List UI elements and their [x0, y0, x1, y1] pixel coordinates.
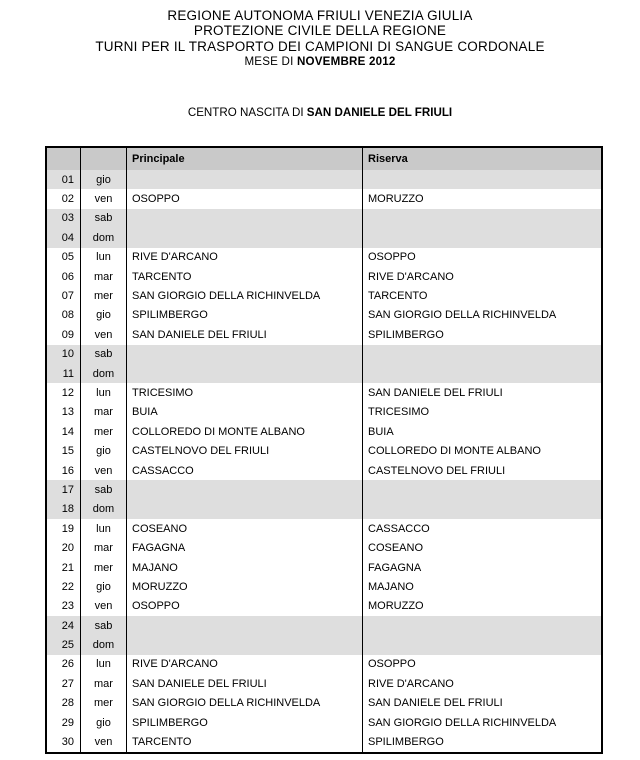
principale-cell: RIVE D'ARCANO — [126, 655, 362, 674]
day-name-cell: mer — [80, 558, 126, 577]
riserva-cell: FAGAGNA — [362, 558, 601, 577]
table-header-row — [47, 148, 601, 170]
riserva-cell — [362, 209, 601, 228]
table-row — [47, 655, 601, 674]
riserva-cell — [362, 345, 601, 364]
principale-cell: SPILIMBERGO — [126, 713, 362, 732]
day-name-cell: gio — [80, 713, 126, 732]
day-number-cell: 07 — [61, 290, 74, 303]
principale-cell: SAN GIORGIO DELLA RICHINVELDA — [126, 694, 362, 713]
table-row — [47, 248, 601, 267]
day-name-cell: mer — [80, 286, 126, 305]
title-line-turni: TURNI PER IL TRASPORTO DEI CAMPIONI DI SANGUE CORDONALE — [95, 38, 545, 54]
day-name-cell: ven — [80, 732, 126, 751]
principale-cell — [126, 500, 362, 519]
header-day-number-cell — [47, 148, 80, 170]
table-row — [47, 403, 601, 422]
title-line-region: REGIONE AUTONOMA FRIULI VENEZIA GIULIA — [167, 8, 473, 23]
riserva-cell: MAJANO — [362, 577, 601, 596]
table-row — [47, 616, 601, 635]
principale-cell: FAGAGNA — [126, 538, 362, 557]
column-header-principale: Principale — [126, 148, 362, 170]
table-row — [47, 635, 601, 654]
principale-cell: OSOPPO — [126, 597, 362, 616]
table-row — [47, 228, 601, 247]
day-number-cell: 09 — [61, 328, 74, 341]
riserva-cell: SAN DANIELE DEL FRIULI — [362, 694, 601, 713]
table-row — [47, 480, 601, 499]
riserva-cell — [362, 480, 601, 499]
day-name-cell: gio — [80, 577, 126, 596]
principale-cell: CASSACCO — [126, 461, 362, 480]
day-number-cell: 22 — [61, 580, 74, 593]
table-row — [47, 694, 601, 713]
riserva-cell — [362, 500, 601, 519]
principale-cell — [126, 170, 362, 189]
day-name-cell: gio — [80, 306, 126, 325]
day-name-cell: mar — [80, 674, 126, 693]
riserva-cell: CASTELNOVO DEL FRIULI — [362, 461, 601, 480]
table-row — [47, 674, 601, 693]
table-row — [47, 189, 601, 208]
birth-center-line — [0, 106, 640, 119]
table-row — [47, 267, 601, 286]
principale-cell: BUIA — [126, 403, 362, 422]
day-name-cell: ven — [80, 189, 126, 208]
riserva-cell: SPILIMBERGO — [362, 325, 601, 344]
day-number-cell: 21 — [61, 561, 74, 574]
birth-center-value: SAN DANIELE DEL FRIULI — [306, 106, 453, 119]
principale-cell — [126, 228, 362, 247]
principale-cell: SAN DANIELE DEL FRIULI — [126, 325, 362, 344]
riserva-cell: SAN GIORGIO DELLA RICHINVELDA — [362, 713, 601, 732]
table-row — [47, 519, 601, 538]
column-header-riserva: Riserva — [362, 148, 601, 170]
principale-cell: TRICESIMO — [126, 383, 362, 402]
principale-cell — [126, 480, 362, 499]
table-row — [47, 383, 601, 402]
day-number-cell: 17 — [61, 483, 74, 496]
day-number-cell: 23 — [61, 600, 74, 613]
table-row — [47, 364, 601, 383]
birth-center-label: CENTRO NASCITA DI — [187, 106, 307, 119]
principale-cell — [126, 209, 362, 228]
month-value: NOVEMBRE 2012 — [296, 55, 396, 69]
riserva-cell — [362, 635, 601, 654]
header-day-name-cell — [80, 148, 126, 170]
table-row — [47, 170, 601, 189]
day-name-cell: gio — [80, 170, 126, 189]
table-body — [47, 170, 601, 752]
table-row — [47, 597, 601, 616]
day-name-cell: mar — [80, 538, 126, 557]
day-number-cell: 28 — [61, 697, 74, 710]
riserva-cell: RIVE D'ARCANO — [362, 674, 601, 693]
table-row — [47, 209, 601, 228]
day-name-cell: mer — [80, 422, 126, 441]
day-number-cell: 14 — [61, 425, 74, 438]
riserva-cell — [362, 228, 601, 247]
principale-cell: MORUZZO — [126, 577, 362, 596]
day-name-cell: sab — [80, 209, 126, 228]
day-number-cell: 24 — [61, 619, 74, 632]
principale-cell: TARCENTO — [126, 267, 362, 286]
table-row — [47, 345, 601, 364]
riserva-cell: RIVE D'ARCANO — [362, 267, 601, 286]
day-name-cell: lun — [80, 248, 126, 267]
day-number-cell: 03 — [61, 212, 74, 225]
principale-cell: OSOPPO — [126, 189, 362, 208]
principale-cell: COSEANO — [126, 519, 362, 538]
riserva-cell: COSEANO — [362, 538, 601, 557]
day-name-cell: dom — [80, 635, 126, 654]
day-number-cell: 27 — [61, 677, 74, 690]
principale-cell: CASTELNOVO DEL FRIULI — [126, 441, 362, 460]
riserva-cell: OSOPPO — [362, 248, 601, 267]
day-number-cell: 05 — [61, 251, 74, 264]
day-name-cell: lun — [80, 519, 126, 538]
riserva-cell — [362, 616, 601, 635]
riserva-cell: SPILIMBERGO — [362, 732, 601, 751]
riserva-cell: MORUZZO — [362, 597, 601, 616]
day-name-cell: mer — [80, 694, 126, 713]
riserva-cell: TRICESIMO — [362, 403, 601, 422]
table-row — [47, 538, 601, 557]
day-number-cell: 02 — [61, 193, 74, 206]
riserva-cell: MORUZZO — [362, 189, 601, 208]
riserva-cell: TARCENTO — [362, 286, 601, 305]
day-number-cell: 10 — [61, 348, 74, 361]
day-number-cell: 13 — [61, 406, 74, 419]
day-name-cell: lun — [80, 383, 126, 402]
table-row — [47, 441, 601, 460]
riserva-cell — [362, 170, 601, 189]
month-label: MESE DI — [244, 55, 297, 69]
day-number-cell: 12 — [61, 386, 74, 399]
day-name-cell: ven — [80, 325, 126, 344]
day-number-cell: 30 — [61, 736, 74, 749]
principale-cell — [126, 345, 362, 364]
principale-cell: RIVE D'ARCANO — [126, 248, 362, 267]
day-name-cell: lun — [80, 655, 126, 674]
day-number-cell: 01 — [61, 173, 74, 186]
day-number-cell: 29 — [61, 716, 74, 729]
day-name-cell: dom — [80, 500, 126, 519]
table-row — [47, 732, 601, 751]
principale-cell — [126, 616, 362, 635]
day-number-cell: 18 — [61, 503, 74, 516]
document-title-block — [0, 8, 640, 69]
table-row — [47, 306, 601, 325]
principale-cell: TARCENTO — [126, 732, 362, 751]
day-number-cell: 06 — [61, 270, 74, 283]
table-row — [47, 286, 601, 305]
day-number-cell: 11 — [62, 367, 74, 380]
day-number-cell: 16 — [61, 464, 74, 477]
day-name-cell: ven — [80, 597, 126, 616]
riserva-cell: CASSACCO — [362, 519, 601, 538]
riserva-cell — [362, 364, 601, 383]
day-name-cell: mar — [80, 403, 126, 422]
day-number-cell: 19 — [61, 522, 74, 535]
table-row — [47, 325, 601, 344]
riserva-cell: SAN DANIELE DEL FRIULI — [362, 383, 601, 402]
day-name-cell: sab — [80, 345, 126, 364]
principale-cell — [126, 364, 362, 383]
principale-cell: SAN GIORGIO DELLA RICHINVELDA — [126, 286, 362, 305]
day-number-cell: 25 — [61, 639, 74, 652]
table-row — [47, 461, 601, 480]
riserva-cell: COLLOREDO DI MONTE ALBANO — [362, 441, 601, 460]
day-name-cell: dom — [80, 364, 126, 383]
day-number-cell: 04 — [61, 231, 74, 244]
day-name-cell: sab — [80, 616, 126, 635]
riserva-cell: BUIA — [362, 422, 601, 441]
table-row — [47, 500, 601, 519]
table-row — [47, 713, 601, 732]
day-number-cell: 26 — [61, 658, 74, 671]
riserva-cell: SAN GIORGIO DELLA RICHINVELDA — [362, 306, 601, 325]
day-number-cell: 15 — [61, 445, 74, 458]
table-row — [47, 577, 601, 596]
day-number-cell: 20 — [61, 542, 74, 555]
principale-cell: SPILIMBERGO — [126, 306, 362, 325]
riserva-cell: OSOPPO — [362, 655, 601, 674]
principale-cell: SAN DANIELE DEL FRIULI — [126, 674, 362, 693]
day-name-cell: dom — [80, 228, 126, 247]
principale-cell: MAJANO — [126, 558, 362, 577]
day-name-cell: mar — [80, 267, 126, 286]
principale-cell — [126, 635, 362, 654]
day-name-cell: ven — [80, 461, 126, 480]
table-row — [47, 558, 601, 577]
table-row — [47, 422, 601, 441]
day-name-cell: gio — [80, 441, 126, 460]
month-line — [0, 55, 640, 69]
title-line-protezione: PROTEZIONE CIVILE DELLA REGIONE — [193, 23, 447, 39]
day-number-cell: 08 — [61, 309, 74, 322]
schedule-table — [45, 146, 603, 754]
day-name-cell: sab — [80, 480, 126, 499]
principale-cell: COLLOREDO DI MONTE ALBANO — [126, 422, 362, 441]
